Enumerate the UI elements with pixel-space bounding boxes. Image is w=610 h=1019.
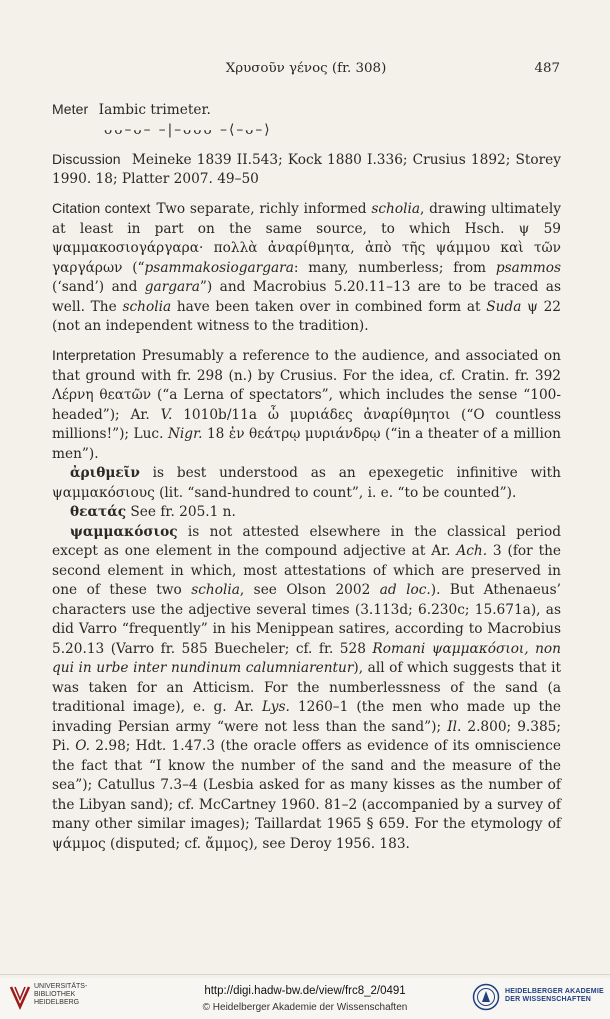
citation-text: (‘sand’) and (52, 279, 145, 295)
lemma-theatas (52, 503, 561, 523)
lemma-italic: Il. (447, 718, 462, 735)
interpretation-italic: V. (160, 406, 173, 423)
citation-italic: psammos (495, 259, 561, 276)
running-header (52, 61, 560, 81)
page-number: 487 (534, 61, 560, 76)
discussion-text: Meineke 1839 II.543; Kock 1880 I.336; Crusius 1892; Storey 1990. 18; Platter 2007. 49–50 (52, 151, 561, 187)
copyright-notice: © Heidelberger Akademie der Wissenschaften (202, 1002, 408, 1013)
lemma-psammakosios (52, 523, 561, 855)
university-line: BIBLIOTHEK (34, 991, 76, 998)
lemma-italic: Lys. (261, 699, 290, 715)
lemma-text: , see Olson 2002 (239, 582, 380, 598)
meter-text: Iambic trimeter. (98, 102, 211, 118)
citation-text: ψ 22 (not an independent witness to the tradition). (52, 298, 561, 334)
meter-label: Meter (52, 101, 89, 117)
citation-text: Two separate, richly informed (156, 201, 372, 217)
meter-pattern: ᴗᴗ–ᴗ– –|–ᴗᴗᴗ –⟨–ᴗ–⟩ (104, 121, 272, 138)
lemma-arithmein (52, 464, 561, 503)
citation-text: have been taken over in combined form at (171, 298, 487, 315)
running-title: Χρυσοῦν γένος (fr. 308) (225, 61, 387, 76)
lemma-italic: Ach. (456, 543, 488, 559)
lemma-text: 2.98; Hdt. 1.47.3 (the oracle offers as evidence of its omniscience the fact that “I know the number of the sand and the measure of the sea”); Catullus 7.3–4 (Lesbia asked for as many kisses as the number of the Libyan sand); cf. McCartney 1960. 81–2 (accompanied by a survey of many other similar images); Taillardat 1965 § 659. For the etymology of ψάμμος (disputed; cf. ἄμμος), see Deroy 1956. 183. (52, 738, 562, 852)
interpretation-text: 18 ἐν θεάτρῳ μυριάνδρῳ (“in a theater of a million men”). (52, 426, 561, 462)
lemma-italic: ad loc. (379, 582, 431, 598)
lemma-text: is best understood as an epexegetic infinitive with ψαμμακόσιους (lit. “sand-hundred to count”, i. e. “to be counted”). (52, 465, 561, 501)
citation-text: ”) and Macrobius 5.20.11–13 are to be traced as well. The (52, 279, 561, 315)
footer (0, 978, 610, 1019)
lemma-head: ψαμμακόσιος (70, 523, 178, 540)
interpretation-text: 1010b/11a ὦ μυριάδες ἀναρίθμητοι (“O countless millions!”); Luc. (52, 406, 561, 442)
lemma-italic: scholia (191, 582, 240, 598)
citation-label: Citation context (52, 200, 151, 216)
citation-text: : many, numberless; from (293, 259, 496, 276)
lemma-text: is not attested elsewhere in the classical period except as one element in the compound adjective at Ar. (52, 523, 561, 559)
academy-line: DER WISSENSCHAFTEN (505, 996, 592, 1003)
interpretation-italic: Nigr. (167, 426, 203, 442)
lemma-text: 3 (for the second element in which, most attestations of which are preserved in one of these two (52, 543, 561, 598)
citation-italic: scholia (371, 201, 421, 217)
citation-section (52, 199, 561, 337)
lemma-italic: O. (75, 738, 91, 754)
lemma-text: ), all of which suggests that it was taken for an Atticism. For the numberlessness of the sand (a traditional image), e. g. Ar. (52, 660, 562, 715)
lemma-head: θεατάς (70, 504, 127, 520)
academy-seal-icon (472, 982, 500, 1012)
interpretation-section (52, 346, 561, 464)
discussion-section (52, 150, 561, 190)
commentary-body (52, 100, 561, 854)
lemma-text: See fr. 205.1 n. (126, 504, 236, 520)
citation-italic: Suda (486, 298, 522, 315)
interpretation-label: Interpretation (52, 347, 136, 363)
citation-italic: gargara (144, 279, 200, 295)
permalink-url[interactable]: http://digi.hadw-bw.de/view/frc8_2/0491 (204, 985, 406, 997)
citation-italic: psammakosiogargara (144, 259, 294, 276)
discussion-label: Discussion (52, 150, 121, 167)
lemma-italic: Romani ψαμμακόσιοι, non qui in urbe inter nundinum calumniarentur (52, 640, 561, 676)
lemma-text: 1260–1 (the men who made up the invading Persian army “were not less than the sand”); (52, 699, 561, 735)
lemma-text: ). But Athenaeus’ characters use the adjective several times (3.113d; 6.230c; 15.671a), as did Varro “frequently” in his Menippean satires, according to Macrobius 5.20.13 (Varro fr. 585 Buecheler; cf. fr. 528 (52, 582, 561, 657)
footer-divider (0, 974, 610, 975)
meter-section (52, 100, 561, 121)
citation-italic: scholia (122, 298, 172, 315)
university-line: UNIVERSITÄTS- (34, 983, 88, 990)
lemma-head: ἀριθμεῖν (70, 465, 140, 481)
interpretation-text: Presumably a reference to the audience, and associated on that ground with fr. 298 (n.) by Crusius. For the idea, cf. Cratin. fr. 392 Λέρνη θεατῶν (“a Lerna of spectators”, which includes the sense “100-headed”); Ar. (52, 348, 561, 423)
university-line: HEIDELBERG (34, 999, 80, 1006)
academy-line: HEIDELBERGER AKADEMIE (505, 988, 604, 995)
citation-text: , drawing ultimately at least in part on the same source, to which Hsch. ψ 59 ψαμμακοσιογάργαρα· πολλὰ ἀναρίθμητα, ἀπὸ τῆς ψάμμου καὶ τῶν γαργάρων (“ (52, 201, 561, 276)
academy-name (505, 988, 604, 1004)
lemma-text: 2.800; 9.385; Pi. (52, 718, 562, 754)
